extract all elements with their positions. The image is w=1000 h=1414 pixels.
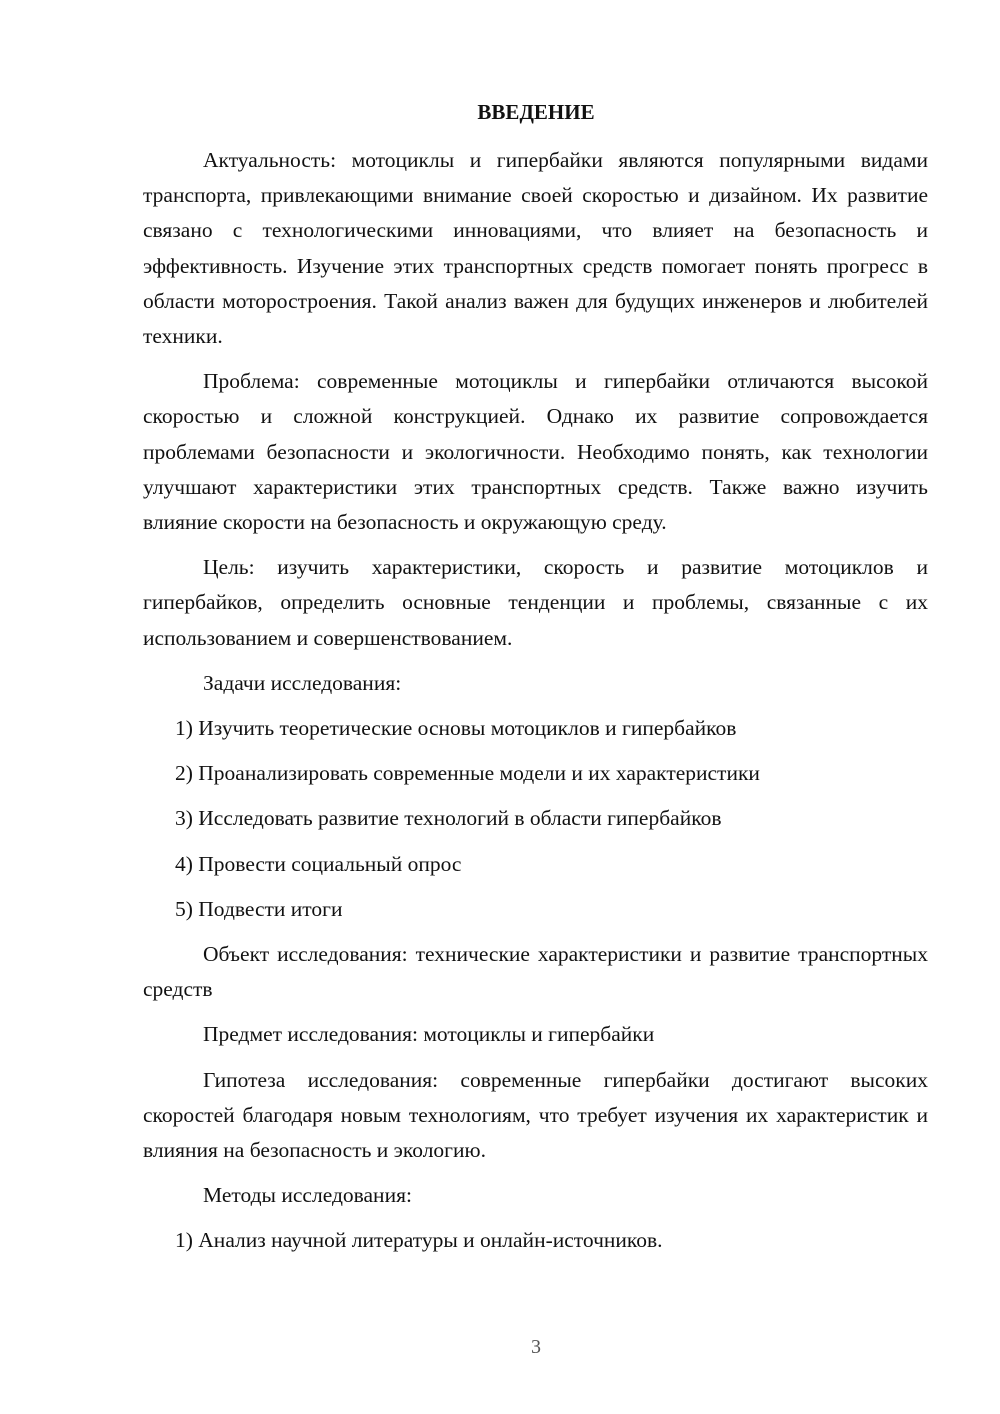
problem-paragraph: Проблема: современные мотоциклы и гипербайки отличаются высокой скоростью и сложной конструкцией. Однако их развитие сопровождается проблемами безопасности и экологичности. Необходимо понять, как технологии улучшают характеристики этих транспортных средств. Также важно изучить влияние скорости на безопасность и окружающую среду. bbox=[143, 369, 928, 535]
task-item-5: 5) Подвести итоги bbox=[175, 896, 343, 921]
task-item-4: 4) Провести социальный опрос bbox=[175, 851, 462, 876]
task-item-3: 3) Исследовать развитие технологий в области гипербайков bbox=[175, 806, 722, 831]
page-number: 3 bbox=[531, 1336, 541, 1358]
subject-paragraph: Предмет исследования: мотоциклы и гипербайки bbox=[203, 1022, 655, 1047]
document-body bbox=[143, 143, 928, 1269]
page-title: ВВЕДЕНИЕ bbox=[477, 100, 595, 124]
relevance-paragraph: Актуальность: мотоциклы и гипербайки являются популярными видами транспорта, привлекающими внимание своей скоростью и дизайном. Их развитие связано с технологическими инновациями, что влияет на безопасность и эффективность. Изучение этих транспортных средств помогает понять прогресс в области моторостроения. Такой анализ важен для будущих инженеров и любителей техники. bbox=[143, 148, 928, 349]
tasks-heading: Задачи исследования: bbox=[203, 670, 402, 695]
hypothesis-paragraph: Гипотеза исследования: современные гипербайки достигают высоких скоростей благодаря новым технологиям, что требует изучения их характеристик и влияния на безопасность и экологию. bbox=[143, 1067, 928, 1163]
goal-paragraph: Цель: изучить характеристики, скорость и развитие мотоциклов и гипербайков, определить основные тенденции и проблемы, связанные с их использованием и совершенствованием. bbox=[143, 555, 928, 650]
task-item-1: 1) Изучить теоретические основы мотоциклов и гипербайков bbox=[175, 716, 737, 741]
task-item-2: 2) Проанализировать современные модели и их характеристики bbox=[175, 761, 760, 786]
method-item-1: 1) Анализ научной литературы и онлайн-источников. bbox=[175, 1228, 663, 1253]
object-paragraph: Объект исследования: технические характеристики и развитие транспортных средств bbox=[143, 942, 928, 1002]
methods-heading: Методы исследования: bbox=[203, 1183, 412, 1208]
